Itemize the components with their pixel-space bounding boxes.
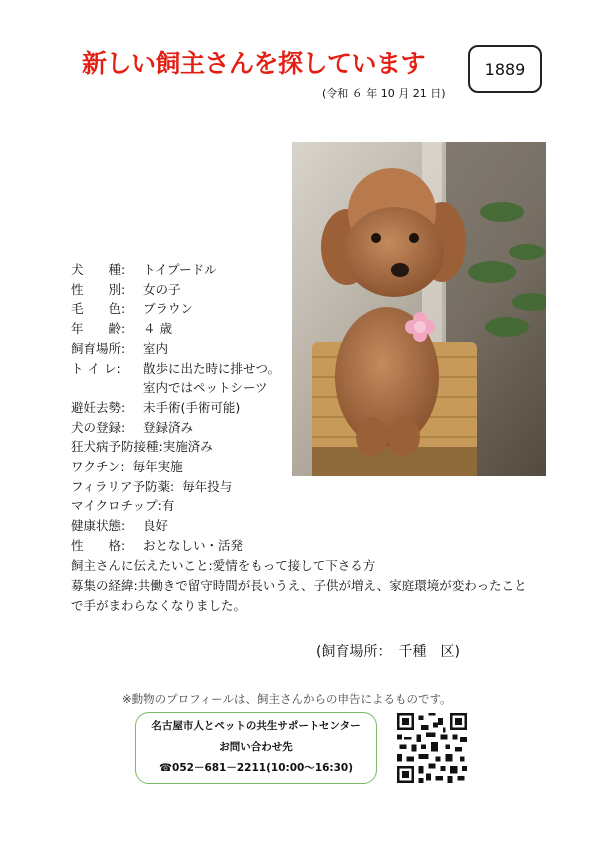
profile-row-health: 健康状態: 良好 [71, 518, 169, 534]
profile-row-rabies: 狂犬病予防接種: 実施済み [71, 439, 213, 455]
contact-inquiry: お問い合わせ先 [219, 741, 293, 753]
reason-value: 共働きで留守時間が長いうえ、子供が増え、家庭環境が変わったことで手がまわらなくなりました。 [71, 578, 527, 613]
message-row [71, 556, 375, 576]
page-title: 新しい飼主さんを探しています [82, 49, 426, 78]
contact-org: 名古屋市人とペットの共生サポートセンター [151, 720, 361, 732]
contact-phone: ☎052－681－2211(10:00～16:30) [158, 762, 354, 774]
contact-box [135, 712, 377, 784]
profile-row-spay: 避妊去勢: 未手術(手術可能) [71, 399, 241, 415]
message-label: 飼主さんに伝えたいこと: [71, 558, 213, 573]
profile-row-toilet-cont: 室内ではペットシーツ [143, 380, 268, 396]
profile-row-color: 毛 色: ブラウン [71, 301, 194, 317]
reason-row [71, 576, 531, 615]
profile-row-microchip: マイクロチップ: 有 [71, 498, 175, 514]
date-text: (令和 ６ 年 10 月 21 日) [322, 87, 446, 100]
profile-row-toilet: ト イ レ: 散歩に出た時に排せつ。 [71, 360, 281, 376]
profile-row-age: 年 齢: ４ 歳 [71, 321, 172, 337]
profile-row-filaria: フィラリア予防薬: 毎年投与 [71, 478, 233, 494]
reason-label: 募集の経緯: [71, 578, 138, 593]
profile-row-personality: 性 格: おとなしい・活発 [71, 537, 244, 553]
profile-list [71, 260, 280, 556]
profile-row-breed: 犬 種: トイプードル [71, 262, 217, 277]
id-number-box: 1889 [468, 45, 542, 93]
location-text: (飼育場所： 千種 区) [316, 644, 460, 660]
profile-row-vaccine: ワクチン: 毎年実施 [71, 459, 183, 475]
toy-poodle-image [292, 142, 546, 476]
disclaimer-note: ※動物のプロフィールは、飼主さんからの申告によるものです。 [122, 692, 452, 706]
qr-code-icon[interactable] [397, 713, 467, 783]
profile-row-sex: 性 別: 女の子 [71, 281, 181, 297]
profile-row-housing: 飼育場所: 室内 [71, 340, 169, 356]
message-value: 愛情をもって接して下さる方 [212, 558, 376, 573]
dog-photo [292, 142, 546, 476]
profile-row-registration: 犬の登録: 登録済み [71, 419, 194, 435]
